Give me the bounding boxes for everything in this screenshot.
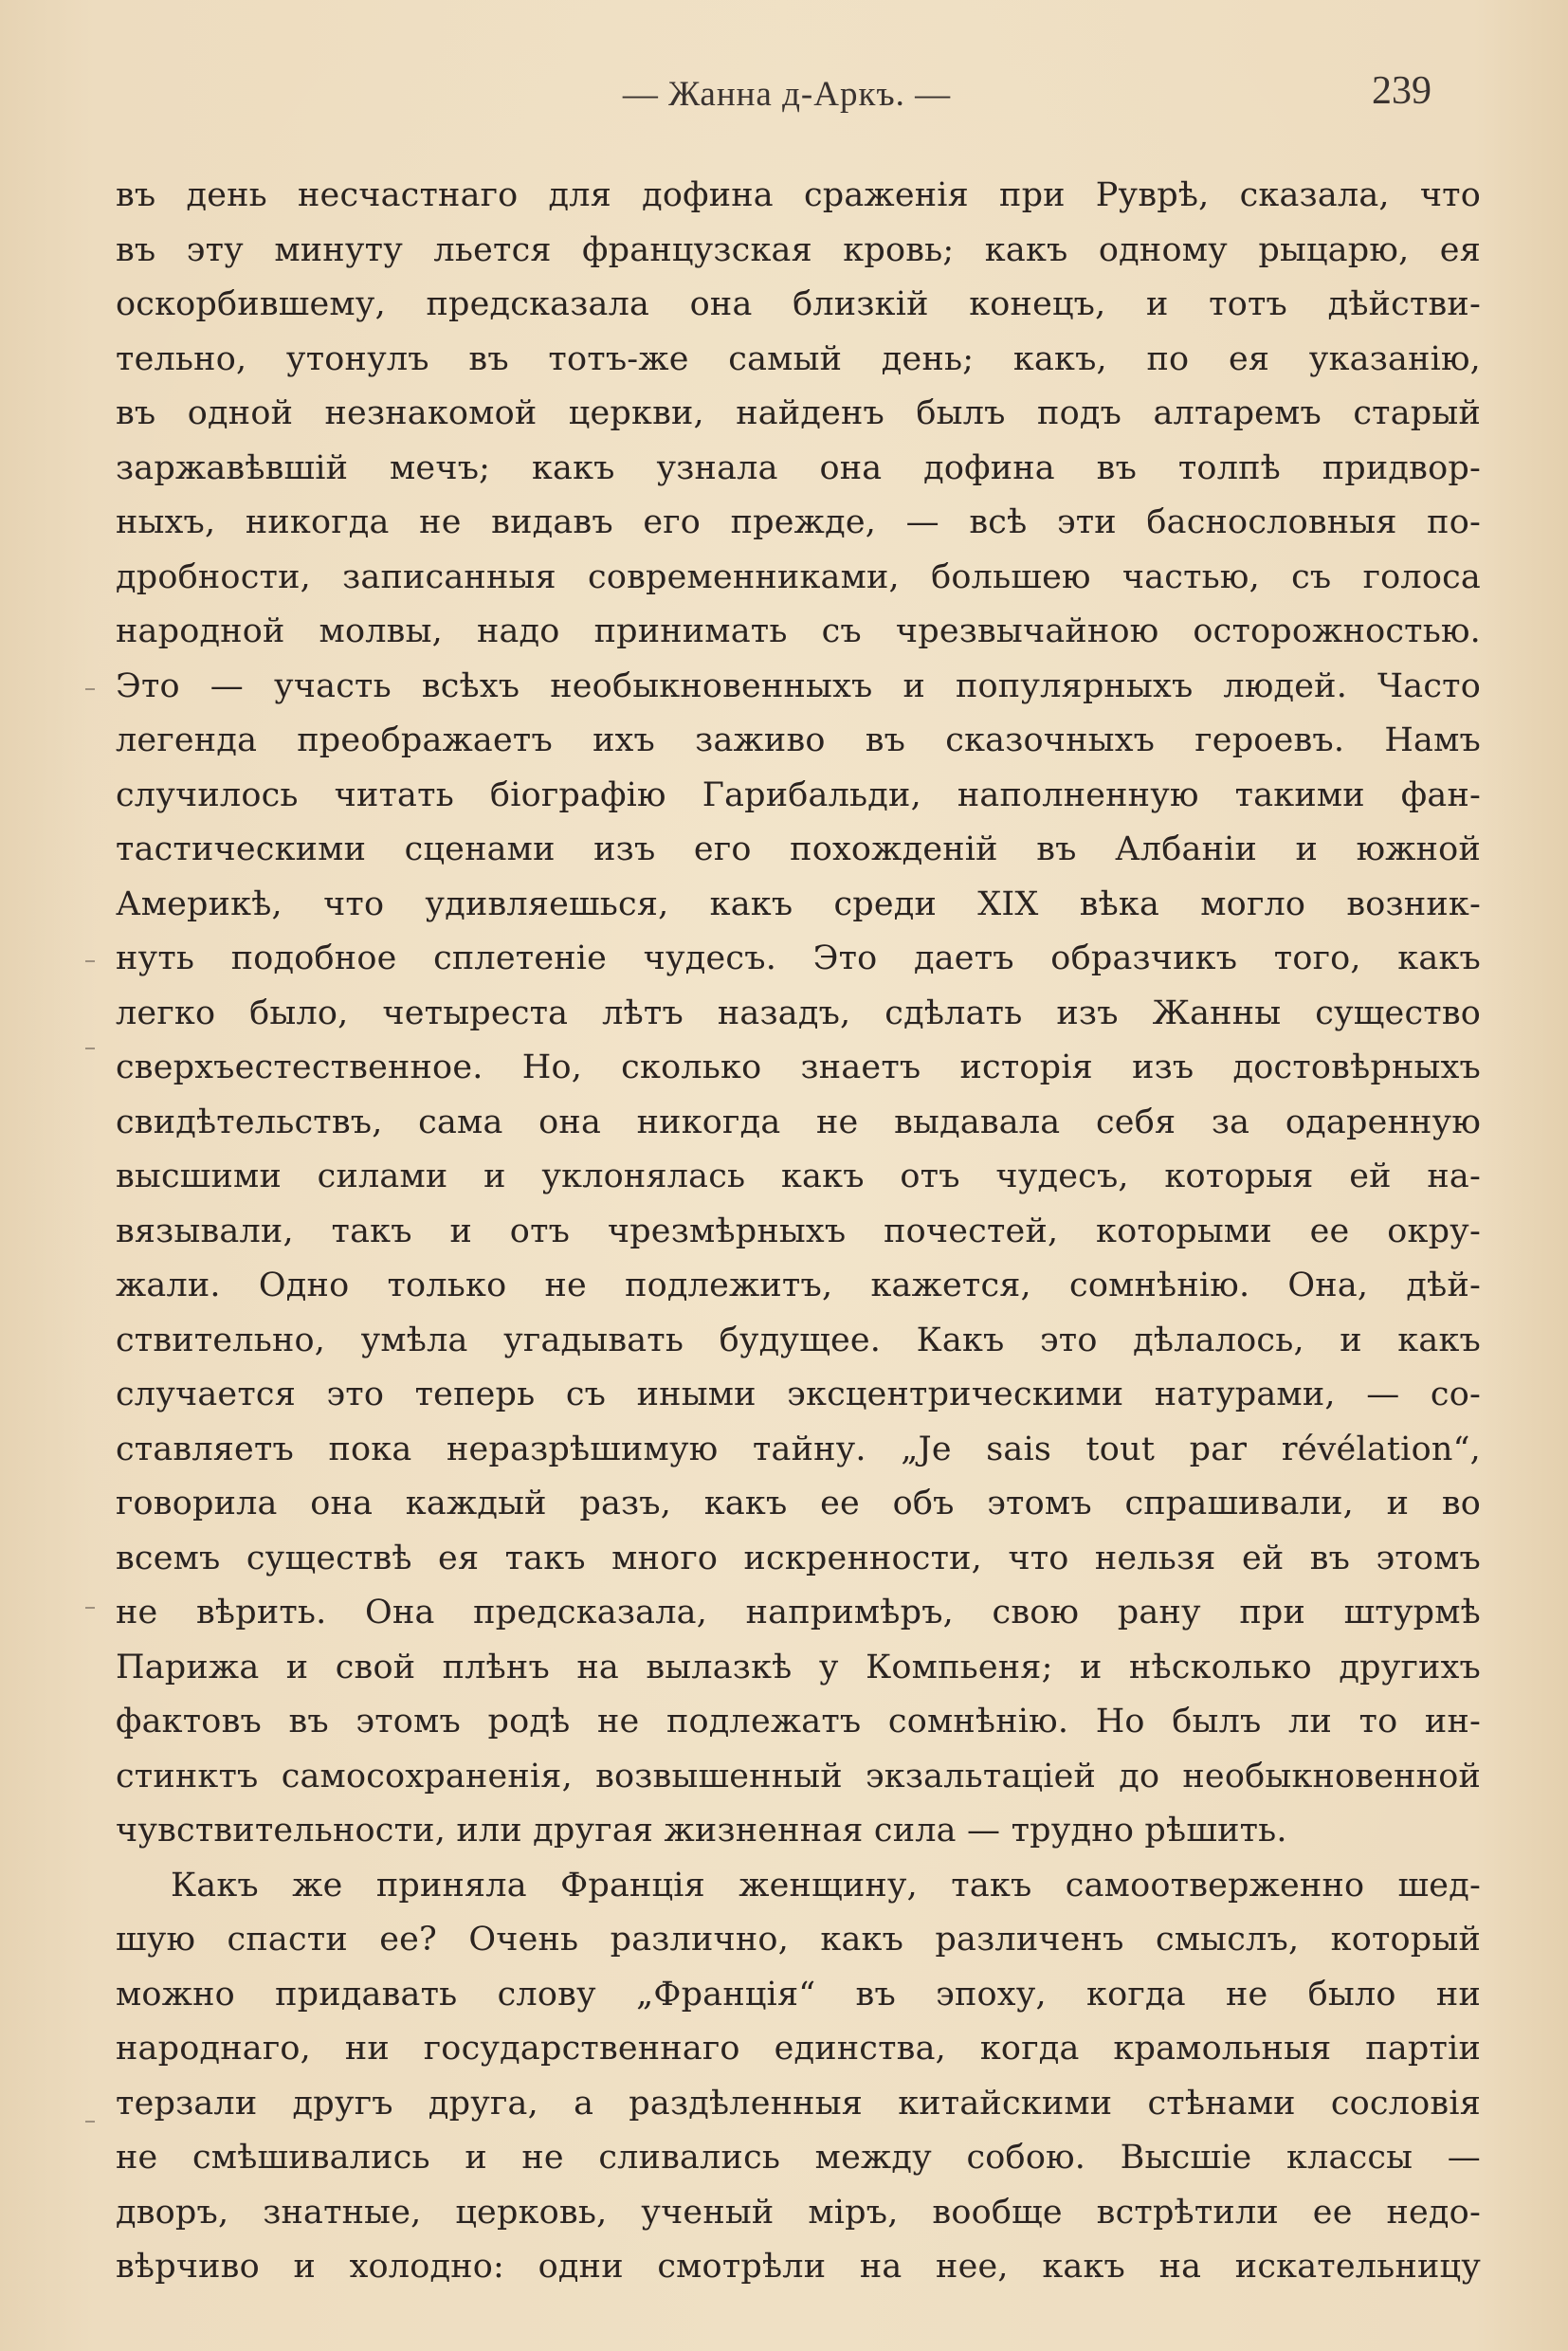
text-line: нуть подобное сплетеніе чудесъ. Это даетъ образчикъ того, какъ bbox=[116, 939, 1481, 977]
text-line: случилось читать біографію Гарибальди, наполненную такими фан- bbox=[116, 775, 1481, 814]
page-number: 239 bbox=[1372, 69, 1431, 113]
text-line: оскорбившему, предсказала она близкій конецъ, и тотъ дѣйстви- bbox=[116, 285, 1481, 323]
text-line: въ эту минуту льется французская кровь; какъ одному рыцарю, ея bbox=[116, 230, 1481, 269]
text-line: стинктъ самосохраненія, возвышенный экзальтаціей до необыкновенной bbox=[116, 1757, 1481, 1795]
text-line: вязывали, такъ и отъ чрезмѣрныхъ почестей, которыми ее окру- bbox=[116, 1212, 1481, 1250]
text-line: не вѣрить. Она предсказала, напримѣръ, свою рану при штурмѣ bbox=[116, 1594, 1481, 1631]
text-line: Америкѣ, что удивляешься, какъ среди XIX вѣка могло возник- bbox=[116, 884, 1481, 923]
text-line: шую спасти ее? Очень различно, какъ различенъ смыслъ, который bbox=[116, 1921, 1481, 1959]
running-title: — Жанна д-Аркъ. — bbox=[622, 75, 952, 114]
text-line: дробности, записанныя современниками, большею частью, съ голоса bbox=[116, 557, 1481, 596]
text-line: ствительно, умѣла угадывать будущее. Какъ это дѣлалось, и какъ bbox=[116, 1321, 1481, 1359]
body-text bbox=[116, 169, 1481, 2295]
text-line: вѣрчиво и холодно: одни смотрѣли на нее, какъ на искательницу bbox=[116, 2248, 1481, 2286]
margin-mark bbox=[85, 1607, 95, 1609]
text-line: можно придавать слову „Франція“ въ эпоху, когда не было ни bbox=[116, 1975, 1481, 2014]
text-line: жали. Одно только не подлежитъ, кажется, сомнѣнію. Она, дѣй- bbox=[116, 1267, 1481, 1304]
paragraph-start-line: Какъ же приняла Франція женщину, такъ самоотверженно шед- bbox=[171, 1866, 1481, 1904]
margin-mark bbox=[85, 688, 95, 690]
text-line: тастическими сценами изъ его похожденій въ Албаніи и южной bbox=[116, 830, 1481, 868]
margin-mark bbox=[85, 960, 95, 962]
text-line: фактовъ въ этомъ родѣ не подлежатъ сомнѣнію. Но былъ ли то ин- bbox=[116, 1703, 1481, 1740]
margin-mark bbox=[85, 1048, 95, 1049]
paragraph-end-line: чувствительности, или другая жизненная сила — трудно рѣшить. bbox=[116, 1812, 1287, 1850]
text-line: тельно, утонулъ въ тотъ-же самый день; какъ, по ея указанію, bbox=[116, 339, 1481, 378]
text-line: дворъ, знатные, церковь, ученый міръ, вообще встрѣтили ее недо- bbox=[116, 2193, 1481, 2232]
text-line: высшими силами и уклонялась какъ отъ чудесъ, которыя ей на- bbox=[116, 1157, 1481, 1195]
text-line: народной молвы, надо принимать съ чрезвычайною осторожностью. bbox=[116, 612, 1481, 650]
text-line: сверхъестественное. Но, сколько знаетъ исторія изъ достовѣрныхъ bbox=[116, 1048, 1481, 1086]
text-line: свидѣтельствъ, сама она никогда не выдавала себя за одаренную bbox=[116, 1103, 1481, 1141]
text-line: ставляетъ пока неразрѣшимую тайну. „Je sais tout par révélation“, bbox=[116, 1430, 1481, 1468]
text-line: легенда преображаетъ ихъ заживо въ сказочныхъ героевъ. Намъ bbox=[116, 721, 1481, 759]
text-line: въ одной незнакомой церкви, найденъ былъ подъ алтаремъ старый bbox=[116, 394, 1481, 432]
text-line: не смѣшивались и не сливались между собою. Высшіе классы — bbox=[116, 2139, 1481, 2177]
text-line: заржавѣвшій мечъ; какъ узнала она дофина въ толпѣ придвор- bbox=[116, 448, 1481, 487]
text-line: Парижа и свой плѣнъ на вылазкѣ у Компьеня; и нѣсколько другихъ bbox=[116, 1648, 1481, 1686]
text-line: ныхъ, никогда не видавъ его прежде, — всѣ эти баснословныя по- bbox=[116, 503, 1481, 541]
text-line: всемъ существѣ ея такъ много искренности, что нельзя ей въ этомъ bbox=[116, 1539, 1481, 1577]
text-line: народнаго, ни государственнаго единства, когда крамольныя партіи bbox=[116, 2030, 1481, 2068]
text-line: терзали другъ друга, а раздѣленныя китайскими стѣнами сословія bbox=[116, 2084, 1481, 2123]
text-line: случается это теперь съ иными эксцентрическими натурами, — со- bbox=[116, 1376, 1481, 1413]
text-line: говорила она каждый разъ, какъ ее объ этомъ спрашивали, и во bbox=[116, 1485, 1481, 1522]
text-line: легко было, четыреста лѣтъ назадъ, сдѣлать изъ Жанны существо bbox=[116, 993, 1481, 1032]
text-line: въ день несчастнаго для дофина сраженія при Руврѣ, сказала, что bbox=[116, 176, 1481, 214]
text-line: Это — участь всѣхъ необыкновенныхъ и популярныхъ людей. Часто bbox=[116, 666, 1481, 705]
margin-mark bbox=[85, 2121, 95, 2123]
